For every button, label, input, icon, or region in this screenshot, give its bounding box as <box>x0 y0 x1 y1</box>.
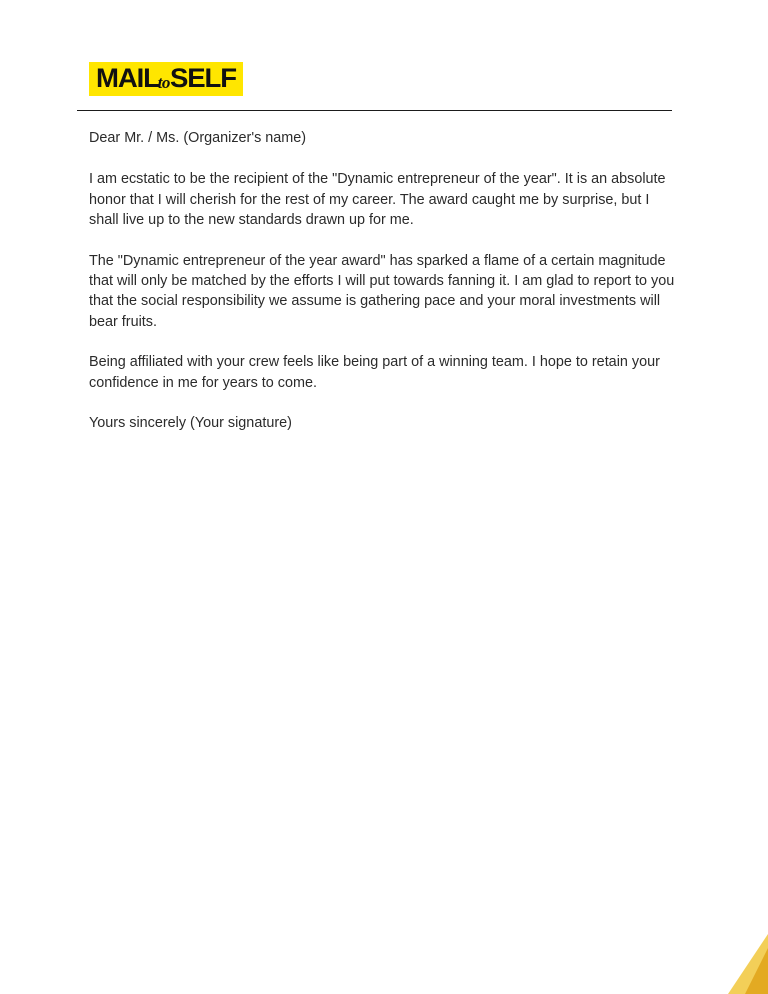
letter-paragraph-2: The "Dynamic entrepreneur of the year award" has sparked a flame of a certain magnitude that will only be matched by the efforts I will put towards fanning it. I am glad to report to you that the social responsibility we assume is gathering pace and your moral investments will bear fruits. <box>89 252 675 330</box>
brand-logo <box>89 62 243 96</box>
letter-paragraph-1: I am ecstatic to be the recipient of the "Dynamic entrepreneur of the year". It is an absolute honor that I will cherish for the rest of my career. The award caught me by surprise, but I shall live up to the new standards drawn up for me. <box>89 171 666 229</box>
letter-salutation: Dear Mr. / Ms. (Organizer's name) <box>89 130 307 146</box>
logo-text-to: to <box>157 73 170 92</box>
corner-wedge-dark <box>745 948 768 994</box>
corner-wedge-light <box>728 934 768 994</box>
letter-body <box>89 128 679 433</box>
corner-ribbon-decoration <box>688 914 768 994</box>
header-divider <box>77 110 672 111</box>
letter-paragraph-3: Being affiliated with your crew feels like being part of a winning team. I hope to retain your confidence in me for years to come. <box>89 354 660 391</box>
logo-text-mail: MAIL <box>96 63 159 93</box>
letter-closing: Yours sincerely (Your signature) <box>89 415 292 432</box>
logo-highlight-box <box>89 62 243 96</box>
logo-text-self: SELF <box>169 63 236 93</box>
